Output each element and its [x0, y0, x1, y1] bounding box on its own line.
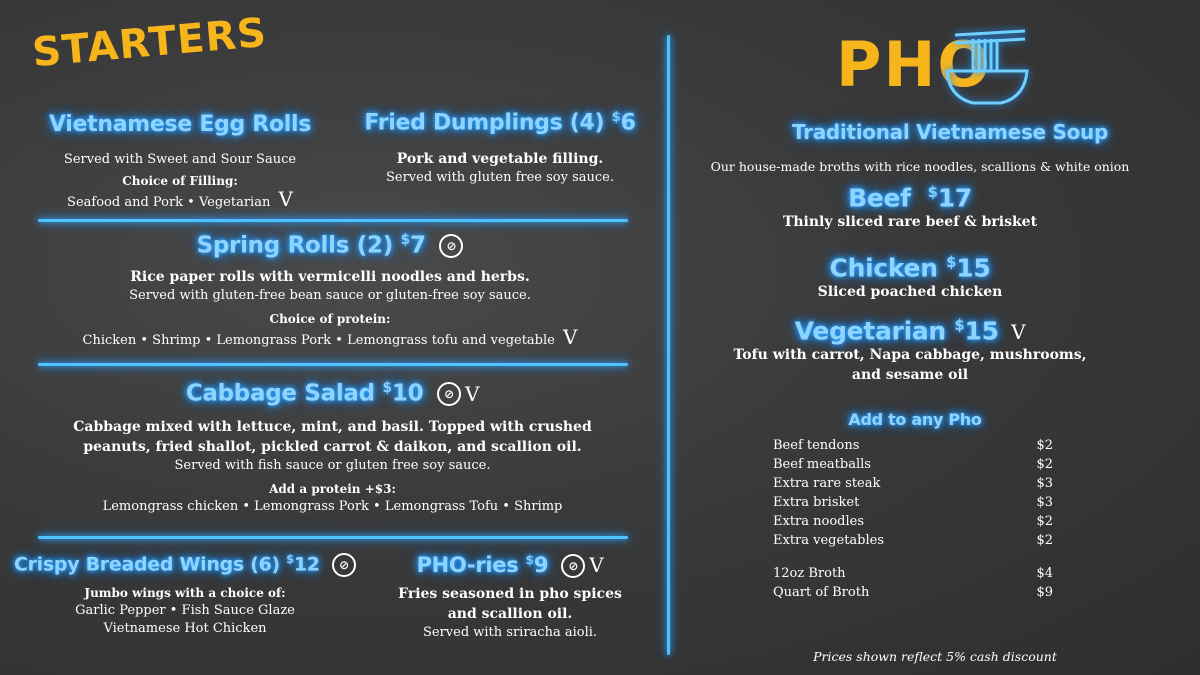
pho-vegetarian-name: Vegetarian	[794, 316, 946, 346]
wings-desc-bold: Jumbo wings with a choice of:	[84, 585, 286, 600]
pho-footnote: Prices shown reflect 5% cash discount	[813, 649, 1057, 664]
cabbage-salad-name: Cabbage Salad	[185, 380, 375, 407]
price-row-price: $2	[1036, 457, 1053, 472]
spring-rolls-desc: Served with gluten-free bean sauce or gluten-free soy sauce.	[129, 287, 531, 303]
pho-vegetarian-name-line	[700, 316, 1120, 345]
price-row	[773, 512, 1053, 531]
wheat-icon: ⊘	[439, 234, 463, 258]
price-row-price: $3	[1036, 495, 1053, 510]
price-row	[773, 474, 1053, 493]
price-row	[773, 493, 1053, 512]
spring-rolls-name-line	[20, 232, 640, 259]
vegetarian-mark: V	[465, 381, 480, 406]
price-row-name: 12oz Broth	[773, 566, 846, 581]
pho-beef-price-symbol: $	[927, 183, 938, 201]
egg-rolls-choices: Seafood and Pork • Vegetarian	[67, 195, 271, 210]
pho-ries-price-symbol: $	[525, 552, 534, 567]
price-row-name: Extra rare steak	[773, 476, 881, 491]
price-row-name: Extra vegetables	[773, 533, 885, 548]
broths-list	[773, 564, 1053, 602]
pho-title: PHO	[836, 28, 993, 101]
price-row-price: $2	[1036, 438, 1053, 453]
spring-rolls-choices-line	[20, 324, 640, 350]
wheat-icon: ⊘	[561, 554, 585, 578]
wings-price: 12	[293, 553, 320, 576]
pho-ries-desc-bold-1: Fries seasoned in pho spices	[398, 586, 622, 602]
price-row	[773, 436, 1053, 455]
pho-beef-section	[700, 183, 1120, 232]
cabbage-salad-choices: Lemongrass chicken • Lemongrass Pork • Lemongrass Tofu • Shrimp	[102, 498, 563, 514]
price-row-price: $2	[1036, 533, 1053, 548]
vegetarian-mark: V	[1011, 320, 1026, 345]
divider-1	[38, 219, 628, 222]
dumplings-price-symbol: $	[611, 110, 621, 125]
pho-chicken-name-line	[700, 253, 1120, 282]
spring-rolls-choice-label: Choice of protein:	[269, 311, 391, 326]
egg-rolls-choices-line	[20, 187, 340, 212]
wings-line-1: Garlic Pepper • Fish Sauce Glaze	[75, 602, 295, 618]
column-divider	[667, 35, 670, 655]
spring-rolls-desc-bold: Rice paper rolls with vermicelli noodles and herbs.	[130, 268, 530, 285]
egg-rolls-desc: Served with Sweet and Sour Sauce	[63, 152, 297, 167]
spring-rolls-price: 7	[409, 232, 426, 259]
pho-beef-name: Beef	[848, 183, 911, 213]
cabbage-salad-section	[20, 380, 645, 516]
pho-bowl-icon	[935, 25, 1035, 113]
price-row-name: Extra brisket	[773, 495, 860, 510]
dumplings-price: 6	[620, 110, 636, 136]
price-row	[773, 455, 1053, 474]
pho-subtitle: Traditional Vietnamese Soup	[792, 120, 1108, 144]
wheat-icon: ⊘	[332, 553, 356, 577]
egg-rolls-section	[20, 112, 340, 212]
price-row-name: Beef tendons	[773, 438, 860, 453]
price-row-price: $3	[1036, 476, 1053, 491]
dumplings-desc: Served with gluten free soy sauce.	[385, 170, 614, 186]
wings-section	[10, 552, 360, 638]
pho-vegetarian-desc-2: and sesame oil	[851, 367, 969, 384]
price-row-price: $9	[1036, 585, 1053, 600]
spring-rolls-choices: Chicken • Shrimp • Lemongrass Pork • Lemongrass tofu and vegetable	[82, 332, 555, 348]
pho-ries-price: 9	[533, 553, 549, 577]
spring-rolls-name: Spring Rolls (2)	[196, 232, 393, 259]
pho-beef-name-line	[700, 183, 1120, 212]
price-row-price: $4	[1036, 566, 1053, 581]
wings-price-symbol: $	[286, 552, 294, 566]
dumplings-section	[340, 110, 660, 187]
wings-line-2: Vietnamese Hot Chicken	[103, 620, 267, 636]
price-row	[773, 531, 1053, 550]
pho-chicken-desc: Sliced poached chicken	[817, 284, 1003, 301]
price-row-name: Beef meatballs	[773, 457, 871, 472]
pho-ries-desc: Served with sriracha aioli.	[422, 625, 598, 640]
price-row-price: $2	[1036, 514, 1053, 529]
pho-beef-price: 17	[937, 183, 972, 213]
addons-title: Add to any Pho	[848, 410, 982, 429]
cabbage-salad-price: 10	[391, 380, 424, 407]
price-row-name: Quart of Broth	[773, 585, 870, 600]
cabbage-salad-desc-bold-2: peanuts, fried shallot, pickled carrot & daikon, and scallion oil.	[83, 438, 582, 455]
divider-2	[38, 363, 628, 366]
dumplings-desc-bold: Pork and vegetable filling.	[396, 151, 604, 168]
pho-vegetarian-price: 15	[964, 316, 999, 346]
price-row	[773, 583, 1053, 602]
egg-rolls-choice-label: Choice of Filling:	[122, 174, 238, 188]
egg-rolls-name: Vietnamese Egg Rolls	[48, 112, 312, 137]
cabbage-salad-desc-bold-1: Cabbage mixed with lettuce, mint, and basil. Topped with crushed	[73, 418, 592, 435]
cabbage-salad-add-label: Add a protein +$3:	[269, 481, 396, 496]
wings-name-line	[10, 552, 360, 577]
addons-list	[773, 436, 1053, 550]
pho-beef-desc: Thinly sliced rare beef & brisket	[782, 214, 1038, 231]
wings-name: Crispy Breaded Wings (6)	[13, 553, 280, 576]
divider-3	[38, 536, 628, 539]
vegetarian-mark: V	[563, 324, 578, 349]
pho-ries-section	[360, 552, 660, 642]
vegetarian-mark: V	[278, 187, 293, 211]
price-row	[773, 564, 1053, 583]
pho-chicken-section	[700, 253, 1120, 302]
dumplings-name-line	[340, 110, 660, 135]
cabbage-salad-price-symbol: $	[382, 380, 392, 396]
pho-vegetarian-price-symbol: $	[954, 316, 965, 334]
pho-chicken-name: Chicken	[829, 253, 938, 283]
cabbage-salad-desc: Served with fish sauce or gluten free soy sauce.	[174, 457, 491, 473]
pho-ries-desc-bold-2: and scallion oil.	[447, 606, 573, 622]
vegetarian-mark: V	[589, 553, 604, 577]
pho-intro: Our house-made broths with rice noodles, scallions & white onion	[710, 159, 1130, 174]
wheat-icon: ⊘	[437, 382, 461, 406]
pho-ries-name-line	[360, 552, 660, 578]
cabbage-salad-name-line	[20, 380, 645, 407]
starters-title: STARTERS	[30, 9, 269, 77]
spring-rolls-section	[20, 232, 640, 350]
pho-vegetarian-section	[700, 316, 1120, 385]
pho-chicken-price-symbol: $	[946, 253, 957, 271]
pho-chicken-price: 15	[956, 253, 991, 283]
price-row-name: Extra noodles	[773, 514, 865, 529]
pho-ries-name: PHO-ries	[416, 553, 519, 577]
dumplings-name: Fried Dumplings (4)	[364, 110, 605, 136]
pho-vegetarian-desc-1: Tofu with carrot, Napa cabbage, mushrooms,	[733, 347, 1087, 364]
spring-rolls-price-symbol: $	[400, 232, 410, 248]
